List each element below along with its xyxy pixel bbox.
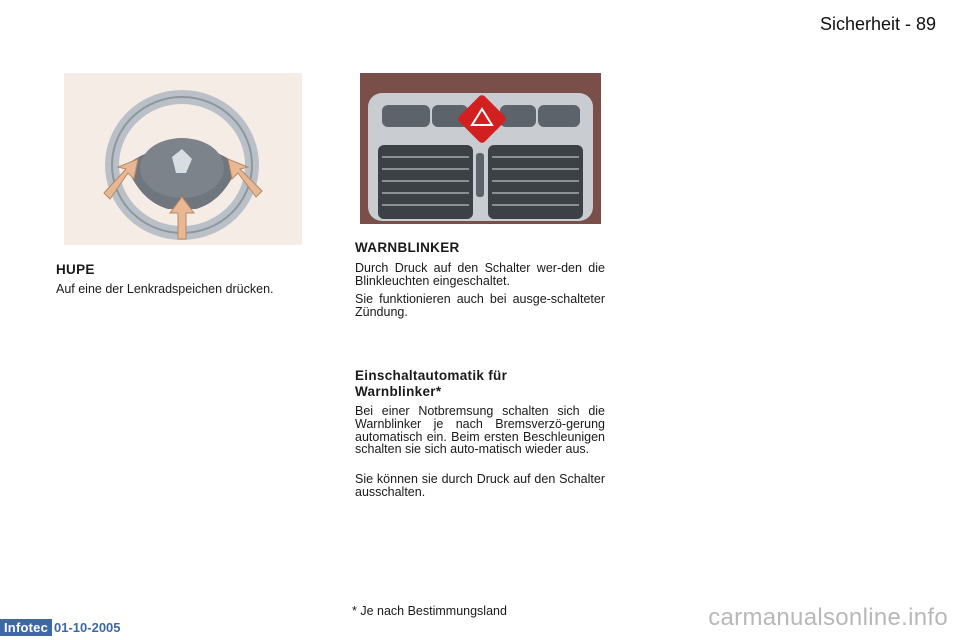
hazard-switch-image: [360, 73, 601, 224]
warnblinker-paragraph-1: Durch Druck auf den Schalter wer-den die Blinkleuchten eingeschaltet.: [355, 261, 605, 288]
page-header: Sicherheit - 89: [819, 14, 936, 34]
warnblinker-heading: WARNBLINKER: [355, 240, 460, 255]
auto-heading-line-2: Warnblinker*: [355, 384, 442, 399]
auto-paragraph-2: Sie können sie durch Druck auf den Schalter ausschalten.: [355, 472, 605, 499]
air-vent-icon: [488, 145, 583, 219]
steering-wheel-image: [64, 73, 302, 245]
footer: [0, 618, 121, 636]
hupe-text: Auf eine der Lenkradspeichen drücken.: [56, 282, 274, 296]
air-vent-icon: [378, 145, 473, 219]
infotec-logo: Infotec: [0, 619, 52, 636]
footer-date: 01-10-2005: [54, 619, 121, 635]
auto-paragraph-1: Bei einer Notbremsung schalten sich die Warnblinker je nach Bremsverzö-gerung automatisch ein. Beim ersten Beschleunigen schalten sie sich auto-matisch wieder aus.: [355, 404, 605, 457]
warnblinker-paragraph-2: Sie funktionieren auch bei ausge-schalteter Zündung.: [355, 292, 605, 319]
auto-heading: [355, 368, 507, 400]
footnote: * Je nach Bestimmungsland: [352, 604, 507, 618]
auto-heading-line-1: Einschaltautomatik für: [355, 368, 508, 383]
steering-wheel-icon: [64, 73, 302, 245]
hupe-heading: HUPE: [56, 262, 95, 277]
watermark: carmanualsonline.info: [708, 604, 948, 631]
